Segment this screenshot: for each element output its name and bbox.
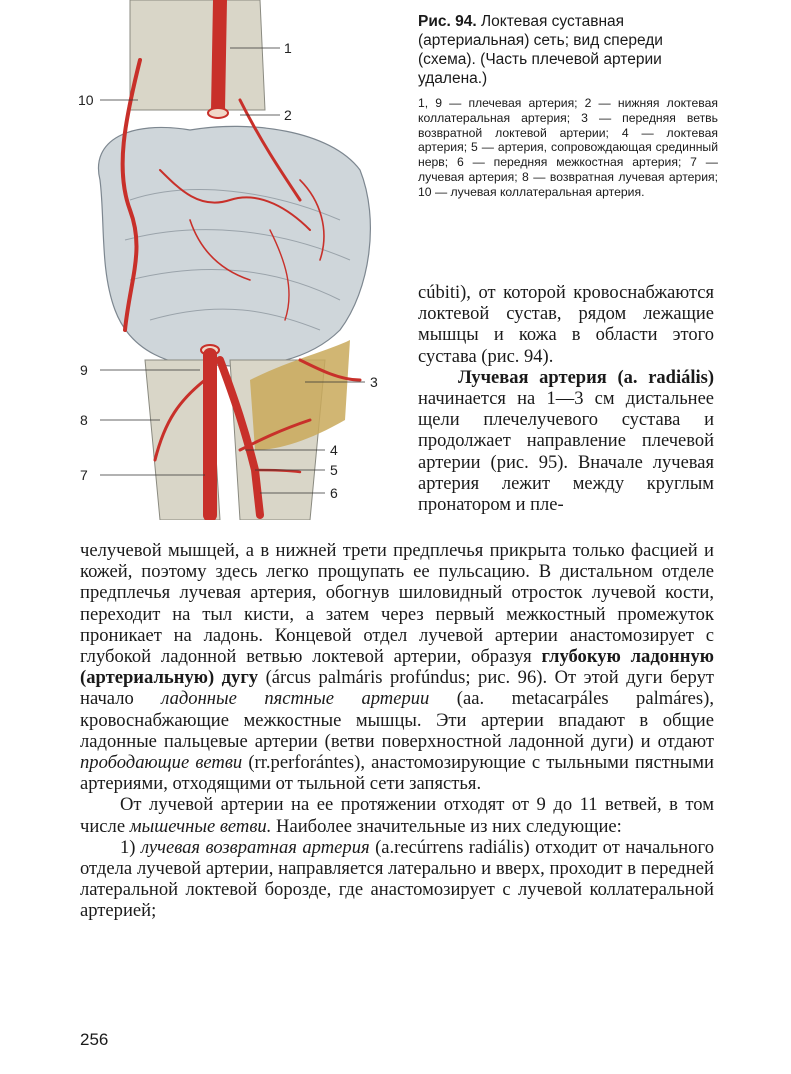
body-p3-b: (a.recúrrens radiális) отходит от начального отдела лучевой артерии, направляется латерально и вверх, проходит в передней латеральной локтевой борозде, где анастомозирует с лучевой коллатеральной артерией; <box>80 836 715 922</box>
elbow-arterial-network-figure <box>70 0 410 520</box>
figure-label-9: 9 <box>80 362 88 378</box>
term-radial-artery: Лучевая артерия (a. radiális) <box>458 367 714 388</box>
figure-label-3: 3 <box>370 374 378 390</box>
caption-title-text: Локтевая суставная (артериальная) сеть; вид спереди (схема). (Часть плечевой артерии удалена.) <box>418 13 663 87</box>
body-paragraph-1 <box>80 540 714 794</box>
body-p1-b: (árcus palmáris profúndus; рис. 96). От этой дуги берут начало <box>80 667 714 710</box>
figure-label-4: 4 <box>330 442 338 458</box>
body-p2-a: От лучевой артерии на ее протяжении отходят от 9 до 11 ветвей, в том числе <box>80 794 714 837</box>
figure-label-7: 7 <box>80 467 88 483</box>
figure-label-10: 10 <box>78 92 94 108</box>
body-text <box>80 540 714 922</box>
term-radial-recurrent-artery: лучевая возвратная артерия <box>140 836 370 858</box>
figure-illustration <box>70 0 410 520</box>
figure-label-5: 5 <box>330 462 338 478</box>
caption-title <box>418 12 718 88</box>
figure-label-2: 2 <box>284 107 292 123</box>
term-deep-palmar-arch: глубокую ладонную (артериальную) дугу <box>80 646 714 689</box>
figure-label-1: 1 <box>284 40 292 56</box>
right-column-paragraph-1: cúbiti), от которой кровоснабжаются локтевой сустав, рядом лежащие мышцы и кожа в области этого сустава (рис. 94). <box>418 283 714 367</box>
body-paragraph-2 <box>80 794 714 836</box>
caption-figure-number: Рис. 94. <box>418 13 477 30</box>
figure-caption <box>418 12 718 200</box>
figure-label-6: 6 <box>330 485 338 501</box>
term-muscular-branches: мышечные ветви. <box>129 815 272 837</box>
term-palmar-metacarpal-arteries: ладонные пястные артерии <box>161 688 430 710</box>
term-perforating-branches: прободающие ветви <box>80 752 243 774</box>
body-p2-b: Наиболее значительные из них следующие: <box>271 815 622 837</box>
right-column-text <box>418 283 714 516</box>
figure-label-8: 8 <box>80 412 88 428</box>
caption-legend: 1, 9 — плечевая артерия; 2 — нижняя локтевая коллатеральная артерия; 3 — передняя ветвь возвратной локтевой артерии; 4 — локтевая артерия; 5 — артерия, сопровождающая срединный нерв; 6 — передняя межкостная артерия; 7 — лучевая артерия; 8 — возвратная лучевая артерия; 10 — лучевая коллатеральная артерия. <box>418 96 718 199</box>
right-column-paragraph-2-text: начинается на 1—3 см дистальнее щели плечелучевого сустава и продолжает направление плечевой артерии (рис. 95). Вначале лучевая артерия лежит между круглым пронатором и пле- <box>418 389 714 516</box>
right-column-paragraph-2 <box>418 368 714 516</box>
body-p3-a: 1) <box>120 836 141 858</box>
body-p1-c: (aa. metacarpáles palmáres), кровоснабжающие межкостные мышцы. Эти артерии впадают в общие ладонные пальцевые артерии (ветви поверхностной ладонной дуги) и отдают <box>80 688 714 752</box>
body-p1-d: (rr.perforántes), анастомозирующие с тыльными пястными артериями, отходящими от тыльной сети запястья. <box>80 752 715 795</box>
body-paragraph-3 <box>80 837 714 922</box>
page-number: 256 <box>80 1030 109 1049</box>
body-p1-a: челучевой мышцей, а в нижней трети предплечья прикрыта только фасцией и кожей, поэтому здесь легко прощупать ее пульсацию. В дистальном отделе предплечья лучевая артерия, обогнув шиловидный отросток лучевой кости, переходит на тыл кисти, а затем через первый межкостный промежуток проникает на ладонь. Концевой отдел лучевой артерии анастомозирует с глубокой ладонной ветвью локтевой артерии, образуя <box>80 540 714 668</box>
